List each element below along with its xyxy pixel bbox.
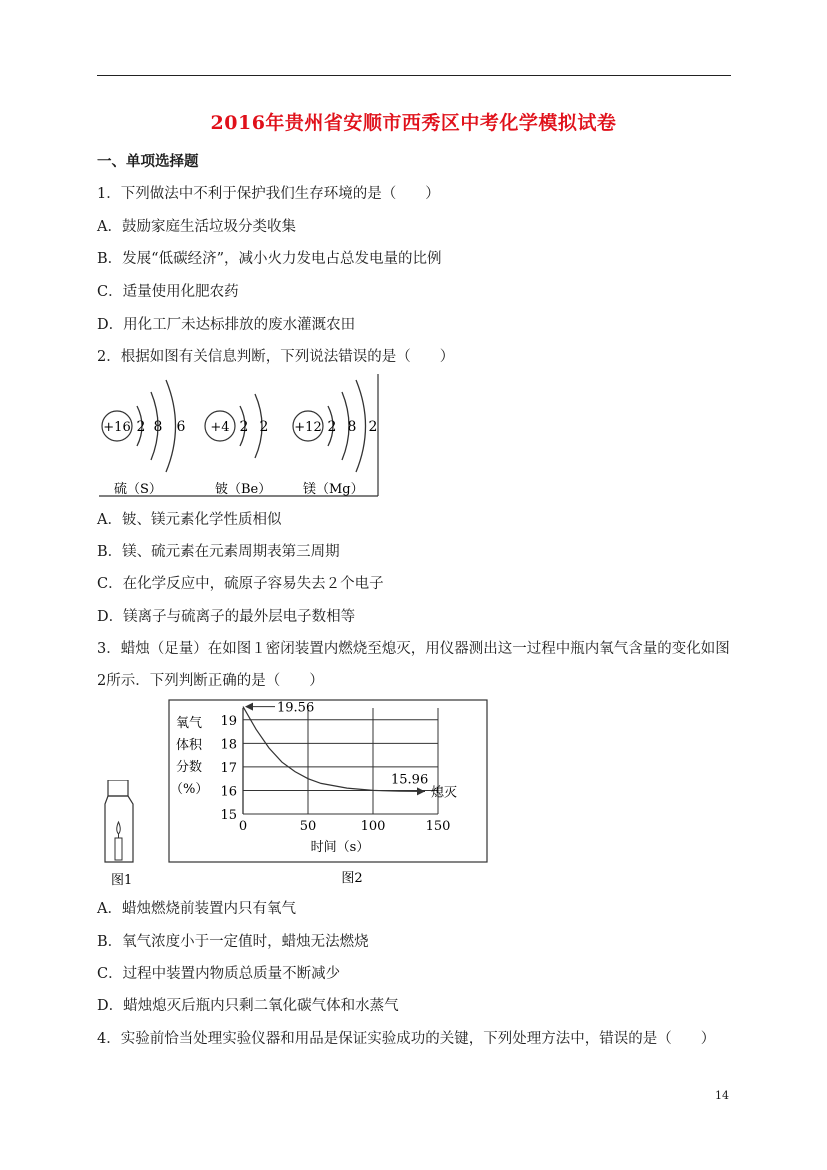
x-tick-label: 150 <box>425 819 451 834</box>
page-title: 2016年贵州省安顺市西秀区中考化学模拟试卷 <box>210 112 617 134</box>
x-tick-label: 100 <box>360 819 386 834</box>
figure-2-label: 图2 <box>341 871 363 886</box>
question-1-option-d: D．用化工厂未达标排放的废水灌溉农田 <box>97 317 356 333</box>
electron-shell-arc <box>356 380 366 472</box>
y-tick-label: 19 <box>220 713 237 729</box>
shell-electron-count: 2 <box>239 419 249 435</box>
section-heading: 一、单项选择题 <box>97 153 199 170</box>
question-1-option-b: B．发展“低碳经济”，减小火力发电占总发电量的比例 <box>97 251 442 267</box>
figure-1-label: 图1 <box>111 873 133 888</box>
shell-electron-count: 8 <box>347 419 357 435</box>
question-1-option-a: A．鼓励家庭生活垃圾分类收集 <box>97 219 296 235</box>
shell-electron-count: 2 <box>136 419 146 435</box>
shell-electron-count: 6 <box>176 419 186 435</box>
page-number: 14 <box>715 1089 729 1102</box>
atom-name-label: 硫（S） <box>114 482 162 497</box>
question-2-option-c: C．在化学反应中，硫原子容易失去２个电子 <box>97 576 384 592</box>
shell-electron-count: 2 <box>259 419 269 435</box>
start-annotation-arrow <box>245 703 253 711</box>
question-3-stem-line-1: 3．蜡烛（足量）在如图１密闭装置内燃烧至熄灭，用仪器测出这一过程中瓶内氧气含量的变化如图 <box>97 641 730 657</box>
question-3-option-b: B．氧气浓度小于一定值时，蜡烛无法燃烧 <box>97 934 369 950</box>
question-3-option-a: A．蜡烛燃烧前装置内只有氧气 <box>97 901 296 917</box>
question-4-stem: 4．实验前恰当处理实验仪器和用品是保证实验成功的关键，下列处理方法中，错误的是（ ） <box>97 1031 716 1047</box>
extinguish-label: 熄灭 <box>431 785 458 801</box>
electron-shell-arc <box>166 380 176 472</box>
atom-name-label: 铍（Be） <box>215 482 272 497</box>
y-tick-label: 16 <box>220 784 237 800</box>
y-axis-label-line: 体积 <box>176 738 203 753</box>
y-tick-label: 15 <box>220 808 237 823</box>
question-3-option-c: C．过程中装置内物质总质量不断减少 <box>97 966 341 982</box>
nucleus-charge: +16 <box>103 420 131 435</box>
atom-name-label: 镁（Mg） <box>303 482 364 497</box>
x-tick-label: 50 <box>299 819 317 834</box>
atom-sulfur-diagram <box>102 380 186 497</box>
question-3-stem-line-2: 2所示．下列判断正确的是（ ） <box>97 673 324 689</box>
start-value-label: 19.56 <box>277 700 315 716</box>
shell-electron-count: 2 <box>327 419 337 435</box>
atom-beryllium-diagram <box>205 394 271 497</box>
y-axis-label-line: 氧气 <box>176 716 203 731</box>
y-tick-label: 17 <box>220 760 237 776</box>
question-2-option-d: D．镁离子与硫离子的最外层电子数相等 <box>97 609 356 625</box>
x-axis-title: 时间（s） <box>310 840 370 855</box>
question-1-option-c: C．适量使用化肥农药 <box>97 284 239 300</box>
question-2-option-a: A．铍、镁元素化学性质相似 <box>97 512 282 528</box>
series-end-arrow <box>417 787 425 795</box>
figure-1-candle-bottle <box>97 780 157 888</box>
bottle-stopper <box>108 780 128 796</box>
y-axis-title <box>170 716 208 797</box>
flame-icon <box>117 822 121 834</box>
shell-electron-count: 2 <box>368 419 378 435</box>
plot-area <box>220 701 457 855</box>
shell-electron-count: 8 <box>153 419 163 435</box>
y-tick-label: 18 <box>220 737 237 753</box>
question-2-option-b: B．镁、硫元素在元素周期表第三周期 <box>97 544 340 560</box>
figure-2-oxygen-chart <box>168 699 490 889</box>
bottle-body <box>105 796 133 862</box>
question-1-stem: 1．下列做法中不利于保护我们生存环境的是（ ） <box>97 186 440 202</box>
nucleus-charge: +12 <box>294 420 322 435</box>
x-tick-label: 0 <box>238 819 248 834</box>
nucleus-charge: +4 <box>210 420 230 435</box>
y-axis-label-line: （%） <box>170 782 209 797</box>
atom-structure-figure <box>97 372 382 500</box>
question-2-stem: 2．根据如图有关信息判断，下列说法错误的是（ ） <box>97 349 455 365</box>
header-rule <box>97 75 731 76</box>
y-axis-label-line: 分数 <box>176 760 203 775</box>
atom-magnesium-diagram <box>293 380 377 497</box>
candle-body <box>115 838 122 860</box>
question-3-option-d: D．蜡烛熄灭后瓶内只剩二氧化碳气体和水蒸气 <box>97 998 399 1014</box>
chart-frame <box>169 700 487 862</box>
end-value-label: 15.96 <box>391 772 429 788</box>
